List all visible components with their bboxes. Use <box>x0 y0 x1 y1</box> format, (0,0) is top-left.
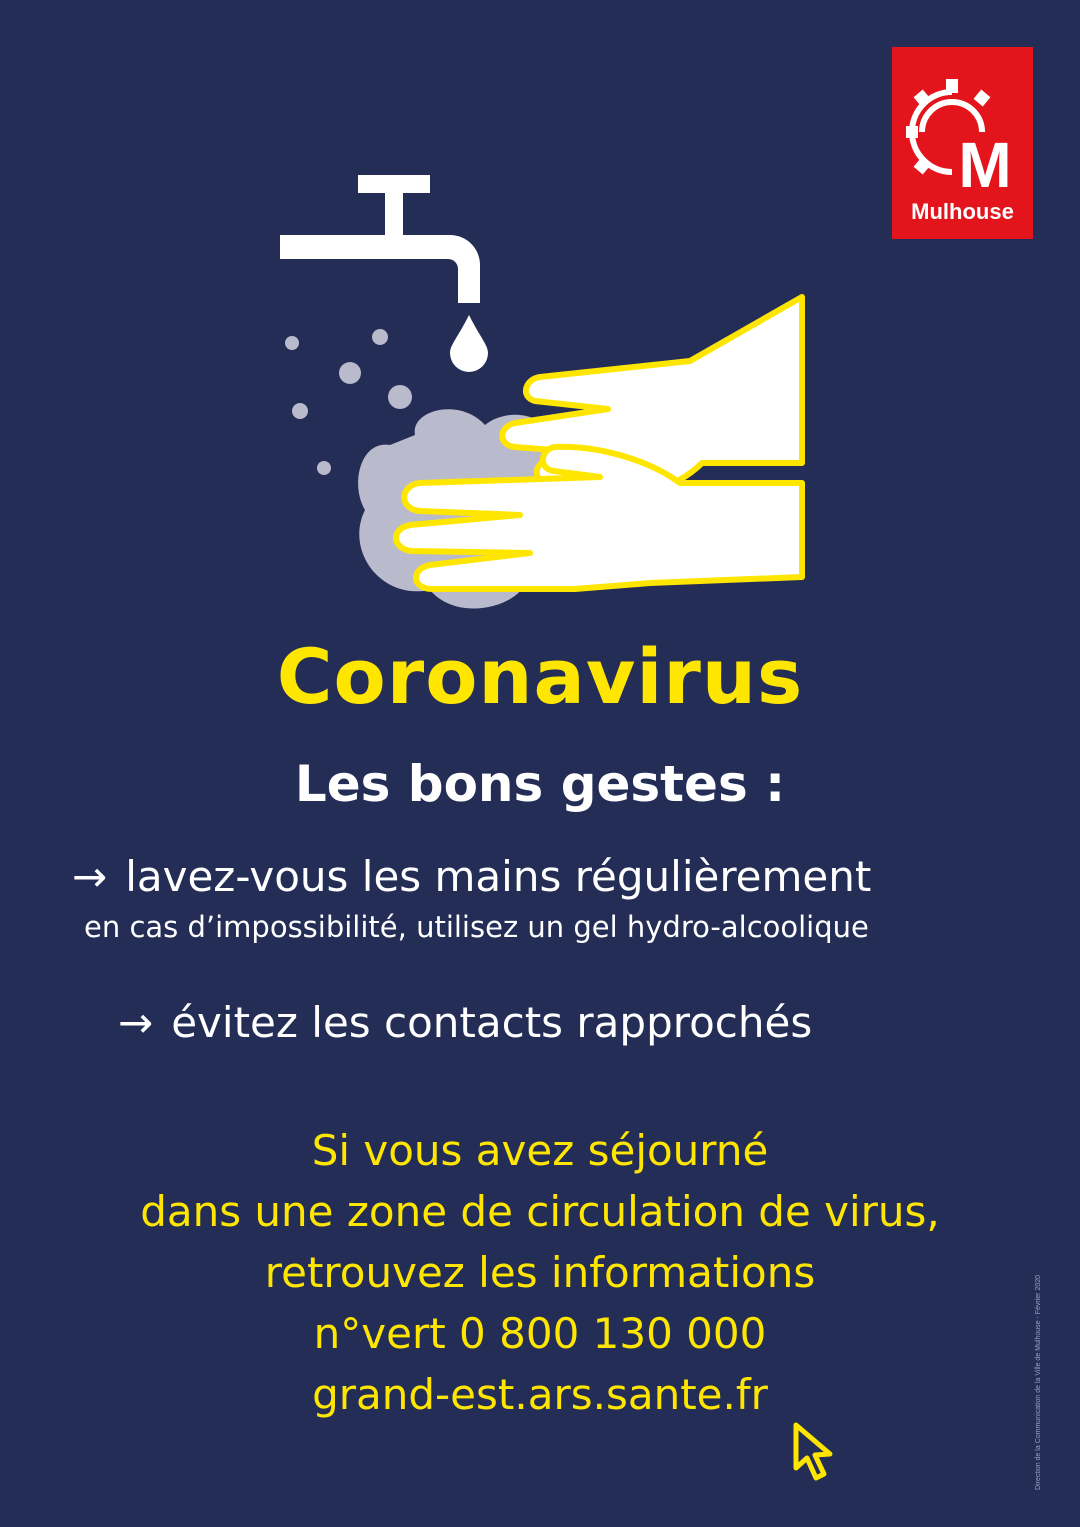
logo-letter: M <box>958 129 1012 201</box>
washing-hands-illustration <box>270 165 830 625</box>
faucet-icon <box>280 175 480 303</box>
gesture-text: lavez-vous les mains régulièrement <box>125 852 872 901</box>
credit-text: Direction de la Communication de la Ville de Mulhouse - Février 2020 <box>1035 1274 1042 1490</box>
gesture-wash-hands <box>72 852 871 901</box>
arrow-right-icon: → <box>118 998 154 1047</box>
water-drop-icon <box>450 315 488 372</box>
subtitle: Les bons gestes : <box>294 755 786 813</box>
info-block <box>0 1120 1080 1425</box>
page-title: Coronavirus <box>276 632 804 721</box>
website-link[interactable]: grand-est.ars.sante.fr <box>312 1370 768 1419</box>
phone-number: n°vert 0 800 130 000 <box>313 1309 767 1358</box>
mulhouse-logo <box>892 47 1033 239</box>
gesture-note: en cas d’impossibilité, utilisez un gel hydro-alcoolique <box>84 910 869 944</box>
arrow-right-icon: → <box>72 852 108 901</box>
gesture-avoid-contacts <box>118 998 812 1047</box>
info-line: dans une zone de circulation de virus, <box>140 1187 940 1236</box>
gear-icon <box>892 47 1033 207</box>
info-line: Si vous avez séjourné <box>311 1126 769 1175</box>
cursor-icon <box>792 1422 836 1484</box>
gesture-text: évitez les contacts rapprochés <box>171 998 813 1047</box>
logo-text: Mulhouse <box>911 199 1014 224</box>
info-line: retrouvez les informations <box>264 1248 816 1297</box>
